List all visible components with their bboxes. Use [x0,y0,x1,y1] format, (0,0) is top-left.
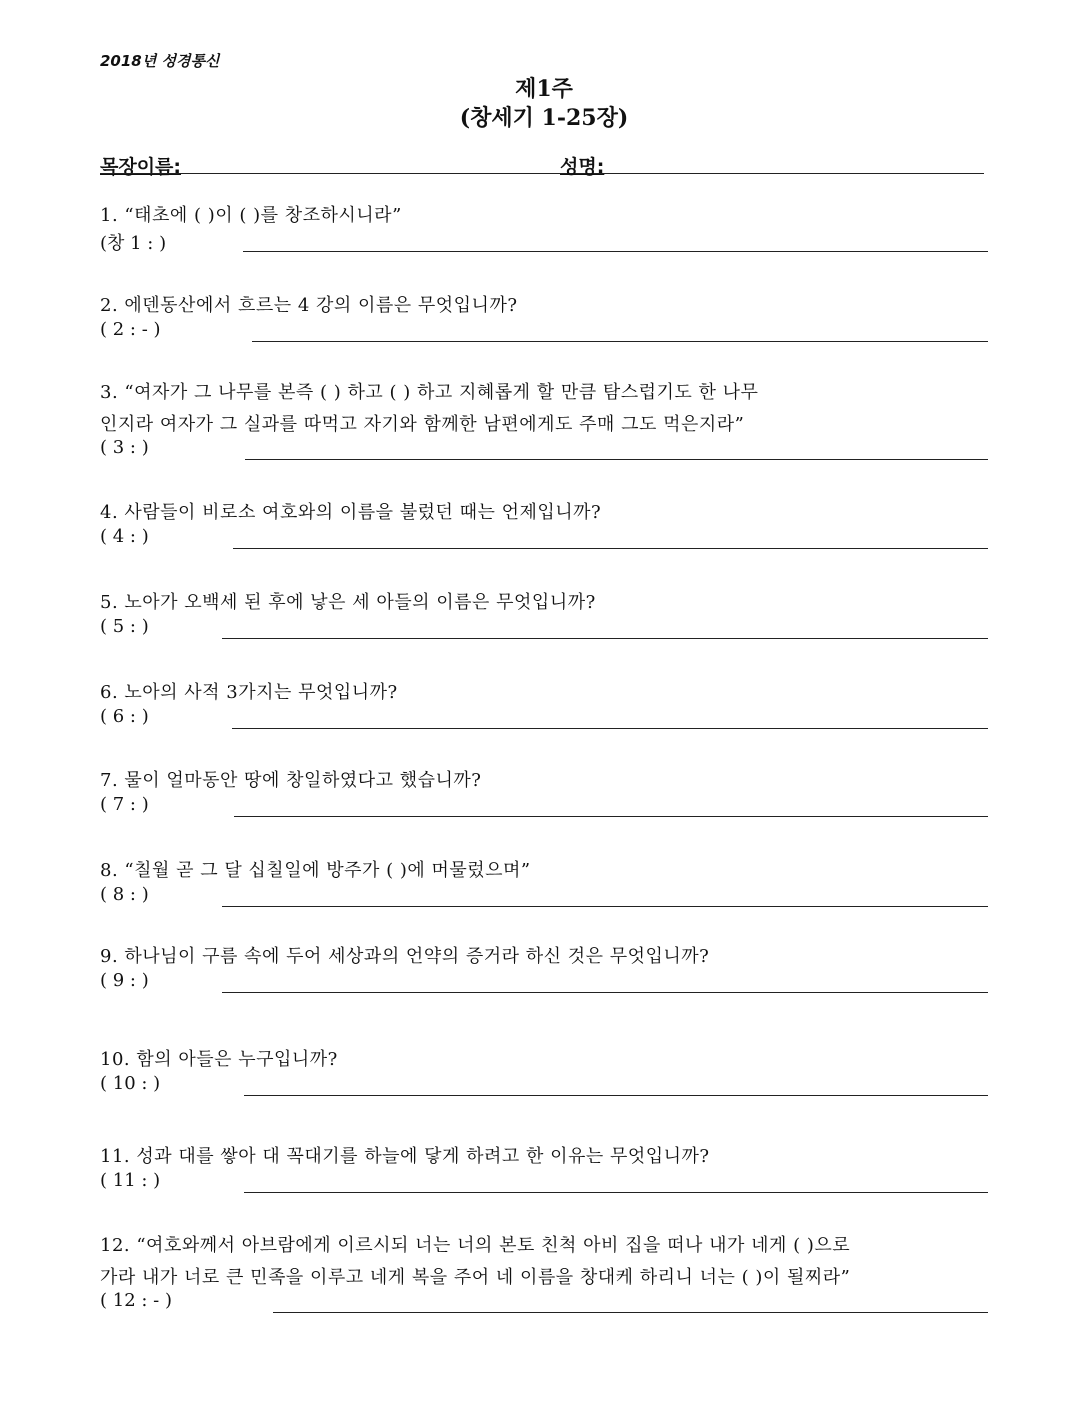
answer-reference: ( 3 : ) [100,437,149,458]
name-fields-underline [100,173,984,174]
answer-reference: ( 11 : ) [100,1170,161,1191]
answer-reference: ( 8 : ) [100,884,149,905]
question-text: 8. “칠월 곧 그 달 십칠일에 방주가 ( )에 머물렀으며” [100,860,531,881]
page-subtitle: (창세기 1-25장) [459,105,629,131]
answer-line[interactable] [222,906,988,907]
question-text: 6. 노아의 사적 3가지는 무엇입니까? [100,682,398,703]
answer-line[interactable] [245,459,988,460]
answer-reference: ( 9 : ) [100,970,149,991]
answer-line[interactable] [243,251,988,252]
question-text: 가라 내가 너로 큰 민족을 이루고 네게 복을 주어 네 이름을 창대케 하리니 너는 ( )이 될찌라” [100,1267,851,1288]
question-text: 2. 에덴동산에서 흐르는 4 강의 이름은 무엇입니까? [100,295,518,316]
answer-reference: (창 1 : ) [100,233,167,254]
question-text: 5. 노아가 오백세 된 후에 낳은 세 아들의 이름은 무엇입니까? [100,592,596,613]
question-text: 1. “태초에 ( )이 ( )를 창조하시니라” [100,205,402,226]
question-text: 10. 함의 아들은 누구입니까? [100,1049,338,1070]
page-title: 제1주 [515,76,573,102]
answer-reference: ( 12 : - ) [100,1290,172,1311]
answer-reference: ( 6 : ) [100,706,149,727]
answer-line[interactable] [234,816,988,817]
pastor-label: 목장이름: [100,156,182,178]
answer-line[interactable] [222,638,988,639]
question-text: 11. 성과 대를 쌓아 대 꼭대기를 하늘에 닿게 하려고 한 이유는 무엇입니까? [100,1146,710,1167]
answer-reference: ( 4 : ) [100,526,149,547]
answer-line[interactable] [273,1312,988,1313]
answer-reference: ( 10 : ) [100,1073,161,1094]
answer-reference: ( 5 : ) [100,616,149,637]
answer-reference: ( 7 : ) [100,794,149,815]
question-text: 9. 하나님이 구름 속에 두어 세상과의 언약의 증거라 하신 것은 무엇입니까? [100,946,710,967]
question-text: 4. 사람들이 비로소 여호와의 이름을 불렀던 때는 언제입니까? [100,502,602,523]
answer-reference: ( 2 : - ) [100,319,161,340]
answer-line[interactable] [252,341,988,342]
question-text: 12. “여호와께서 아브람에게 이르시되 너는 너의 본토 친척 아비 집을 떠나 내가 네게 ( )으로 [100,1235,851,1256]
question-text: 7. 물이 얼마동안 땅에 창일하였다고 했습니까? [100,770,482,791]
answer-line[interactable] [244,1192,988,1193]
question-text: 인지라 여자가 그 실과를 따먹고 자기와 함께한 남편에게도 주매 그도 먹은지라” [100,414,745,435]
answer-line[interactable] [232,728,988,729]
name-label: 성명: [560,156,605,178]
answer-line[interactable] [244,1095,988,1096]
answer-line[interactable] [222,992,988,993]
document-header: 2018년 성경통신 [100,52,220,70]
question-text: 3. “여자가 그 나무를 본즉 ( ) 하고 ( ) 하고 지혜롭게 할 만큼 탐스럽기도 한 나무 [100,382,759,403]
answer-line[interactable] [233,548,988,549]
